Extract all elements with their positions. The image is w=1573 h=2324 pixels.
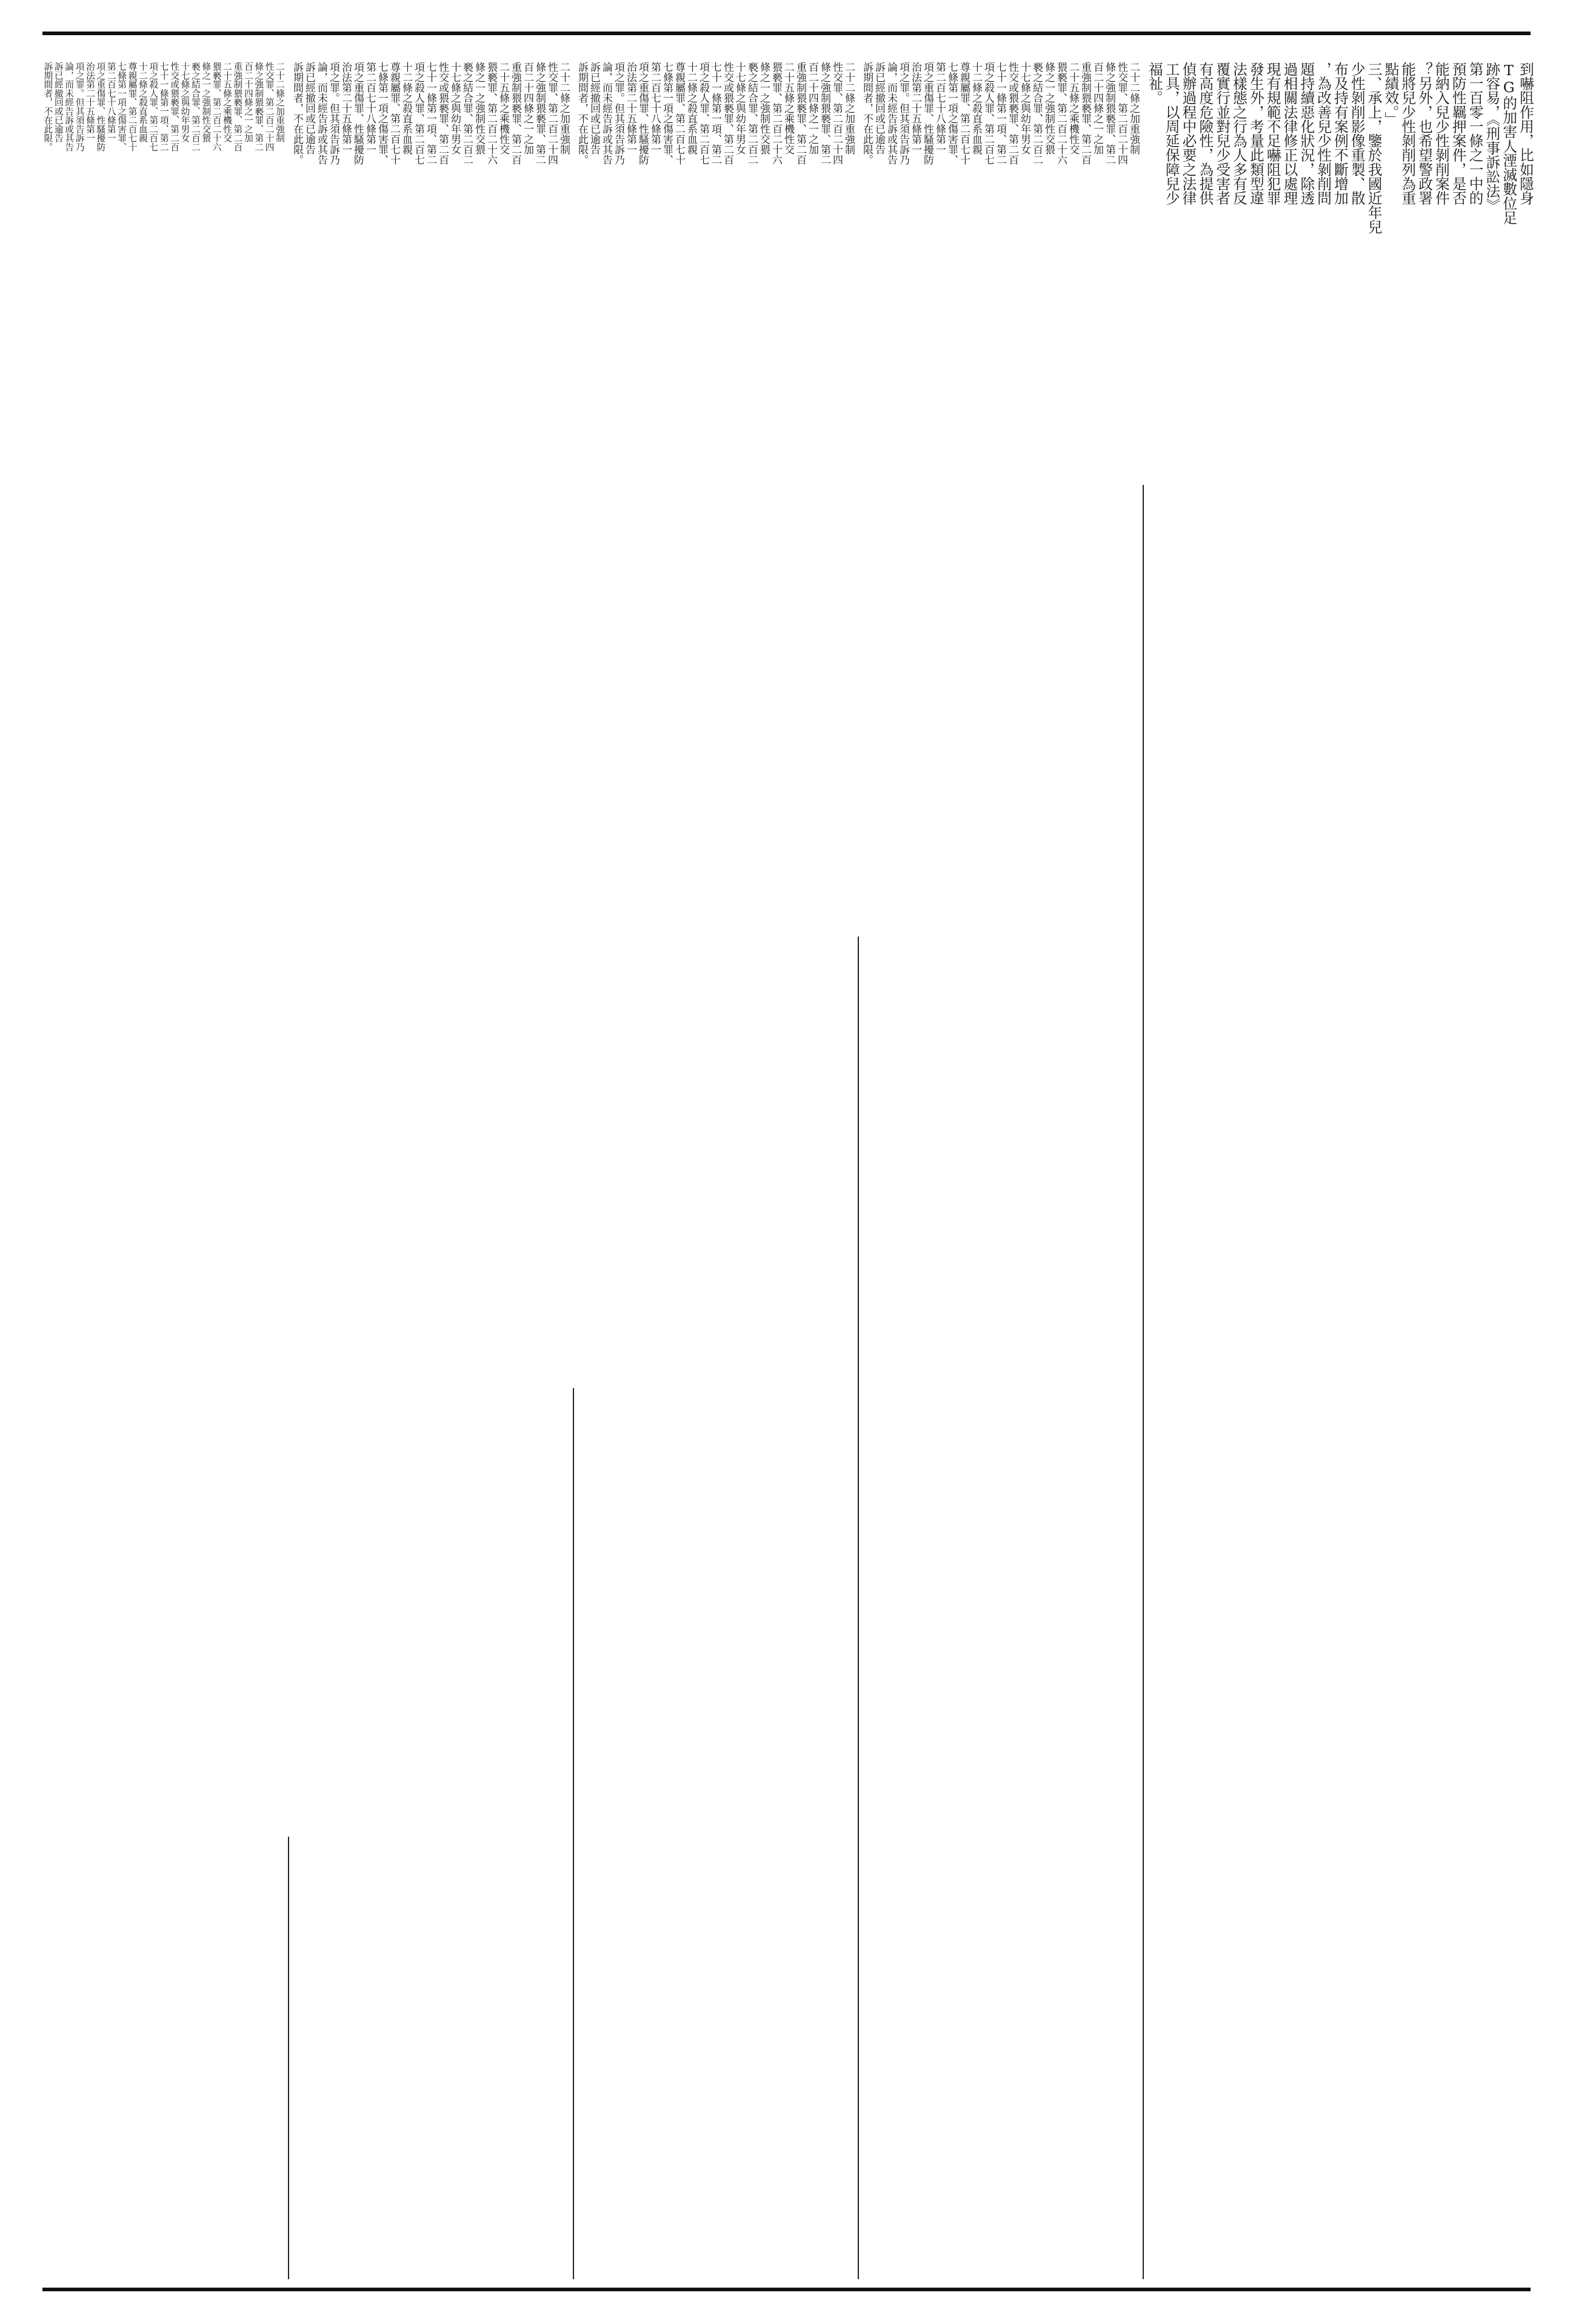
text-line: 點績效。」: [1382, 62, 1400, 127]
text-line: 訴已經撤回或已逾告: [588, 62, 600, 155]
text-line: 七條第一項之傷害罪、: [946, 62, 958, 165]
text-line: 重強制猥褻罪、第二百: [794, 62, 806, 165]
text-line: 預防性羈押案件，是否: [1449, 62, 1467, 205]
text-line: 七十一條第一項、第二: [994, 62, 1006, 165]
text-line: 治法第二十五條第一: [624, 62, 636, 155]
text-line: 到嚇阻作用，比如隱身: [1517, 62, 1534, 205]
text-section-statute-2: [576, 38, 855, 2280]
text-line: 七十一條第一項、第二: [709, 62, 721, 165]
text-line: 第一百零一條之一中的: [1466, 62, 1484, 205]
text-line: 題持續惡化狀況，除透: [1298, 62, 1315, 205]
text-line: 十七條之與幼年男女: [179, 62, 190, 143]
text-line: 性交罪、第二百二十四: [830, 62, 843, 165]
text-line: 條之一之強制性交猥: [758, 62, 770, 155]
text-line: ，為改善兒少性剝削問: [1315, 62, 1332, 205]
text-line: 訴期間者，不在此限。: [291, 62, 303, 165]
text-line: 二十五條之乘機性交: [1067, 62, 1079, 155]
bottom-rule: [42, 2288, 1531, 2291]
text-line: 項之殺人罪、第二百七: [412, 62, 424, 165]
text-line: 十二條之殺直系血親: [137, 62, 148, 143]
text-line: 第二百七十八條第一: [105, 62, 116, 143]
text-line: 褻之結合罪、第二百二: [746, 62, 758, 165]
text-line: 十二條之殺直系血親: [685, 62, 697, 155]
text-line: 項之殺人罪、第二百七: [148, 62, 159, 152]
text-section-statute-1: [861, 38, 1140, 2280]
text-line: 十七條之與幼年男女: [449, 62, 461, 155]
text-line: 七條第一項之傷害罪、: [116, 62, 127, 152]
text-line: 褻之結合罪、第二百二: [1030, 62, 1043, 165]
text-line: 第二百七十八條第一: [364, 62, 376, 155]
text-line: 項之罪。但其須告訴乃: [74, 62, 85, 152]
text-line: 項之殺人罪、第二百七: [697, 62, 709, 165]
text-line: 論，而未經告訴或其告: [600, 62, 612, 165]
text-line: 百二十四條之一之加: [1091, 62, 1103, 155]
text-line: 二十二條之加重強制: [275, 62, 285, 143]
text-line: 褻之結合罪、第二百二: [461, 62, 473, 165]
text-line: 跡容易，《刑事訴訟法》: [1483, 62, 1501, 213]
text-line: 項之重傷罪、性騷擾防: [921, 62, 933, 165]
text-line: 尊親屬罪、第二百七十: [958, 62, 970, 165]
text-line: 二十二條之加重強制: [843, 62, 855, 155]
text-line: 條之一之強制性交猥: [201, 62, 212, 143]
text-line: 訴已經撤回或已逾告: [53, 62, 64, 143]
text-line: 治法第二十五條第一: [84, 62, 95, 143]
text-line: 尊親屬罪、第二百七十: [673, 62, 685, 165]
text-line: 二十五條之乘機性交: [222, 62, 233, 143]
text-line: 性交或猥褻罪、第二百: [1006, 62, 1018, 165]
text-section-statute-3: [291, 38, 570, 2280]
text-line: 論，而未經告訴或其告: [64, 62, 75, 152]
text-line: 論，而未經告訴或其告: [315, 62, 327, 165]
text-line: 尊親屬罪、第二百七十: [127, 62, 138, 152]
text-line: 項之罪。但其須告訴乃: [897, 62, 909, 165]
text-line: 重強制猥褻罪、第二百: [1079, 62, 1091, 165]
text-line: 現有規範不足嚇阻犯罪: [1264, 62, 1281, 205]
text-line: 猥褻罪、第二百二十六: [1055, 62, 1067, 165]
section-divider: [1143, 485, 1144, 2279]
text-line: 性交罪、第二百二十四: [1115, 62, 1127, 165]
text-line: 布及持有案例不斷增加: [1331, 62, 1349, 205]
text-line: 重強制猥褻罪、第二百: [232, 62, 243, 152]
text-line: 性交或猥褻罪、第二百: [436, 62, 449, 165]
text-line: 百二十四條之一之加: [806, 62, 818, 155]
text-line: 法樣態之行為人多有反: [1230, 62, 1247, 205]
text-line: 能納入兒少性剝削案件: [1432, 62, 1450, 205]
text-line: 褻之結合罪、第二百二: [190, 62, 201, 152]
section-divider: [858, 937, 859, 2279]
text-line: 性交或猥褻罪、第二百: [721, 62, 733, 165]
text-line: 訴期間者，不在此限。: [861, 62, 873, 165]
text-line: 項之重傷罪、性騷擾防: [95, 62, 106, 152]
text-line: 七條第一項之傷害罪、: [661, 62, 673, 165]
text-line: 七十一條第一項、第二: [424, 62, 436, 165]
text-line: 猥褻罪、第二百二十六: [770, 62, 782, 165]
text-line: 項之重傷罪、性騷擾防: [352, 62, 364, 165]
text-line: 條之強制猥褻罪、第二: [1103, 62, 1115, 165]
text-line: 條之一之強制性交猥: [1043, 62, 1055, 155]
text-line: 條之強制猥褻罪、第二: [533, 62, 546, 165]
text-line: 性交罪、第二百二十四: [546, 62, 558, 165]
text-line: 十七條之與幼年男女: [1018, 62, 1030, 155]
text-line: 有高度危險性，為提供: [1197, 62, 1214, 205]
text-line: 訴已經撤回或已逾告: [873, 62, 885, 155]
text-line: 二十五條之乘機性交: [782, 62, 794, 155]
text-section-statute-4: [42, 38, 285, 2280]
text-line: 七條第一項之傷害罪、: [376, 62, 388, 165]
text-line: 偵辦過程中必要之法律: [1180, 62, 1197, 205]
text-line: 發生外，考量此類型違: [1247, 62, 1264, 205]
text-line: 猥褻罪、第二百二十六: [211, 62, 222, 152]
text-line: 過相關法律修正以處理: [1281, 62, 1298, 205]
text-line: 十二條之殺直系血親: [970, 62, 982, 155]
text-line: 百二十四條之一之加: [521, 62, 533, 155]
text-line: 項之重傷罪、性騷擾防: [636, 62, 649, 165]
text-line: 訴已經撤回或已逾告: [303, 62, 315, 155]
text-line: 條之強制猥褻罪、第二: [253, 62, 264, 152]
text-line: ？另外，也希望警政署: [1416, 62, 1434, 205]
text-line: 治法第二十五條第一: [909, 62, 921, 155]
text-line: 項之殺人罪、第二百七: [982, 62, 994, 165]
text-line: 條之強制猥褻罪、第二: [818, 62, 830, 165]
text-line: 項之罪。但其須告訴乃: [327, 62, 339, 165]
text-line: TG的加害人湮滅數位足: [1500, 62, 1518, 225]
text-line: 二十二條之加重強制: [1127, 62, 1140, 155]
text-line: 治法第二十五條第一: [339, 62, 352, 155]
text-line: 工具，以周延保障兒少: [1163, 62, 1180, 205]
text-line: 條之一之強制性交猥: [473, 62, 485, 155]
text-line: 重強制猥褻罪、第二百: [509, 62, 521, 165]
text-line: 三、承上，鑒於我國近年兒: [1365, 62, 1383, 234]
text-line: 二十二條之加重強制: [558, 62, 570, 155]
text-line: 百二十四條之一之加: [242, 62, 253, 143]
text-line: 能將兒少性剝削列為重: [1399, 62, 1417, 205]
section-divider: [573, 1388, 574, 2279]
text-line: 論，而未經告訴或其告: [885, 62, 897, 165]
section-divider: [288, 1837, 289, 2279]
text-line: 少性剝削影像重製、散: [1348, 62, 1366, 205]
text-line: 覆實行並對兒少受害者: [1214, 62, 1231, 205]
text-line: 訴期間者，不在此限。: [42, 62, 53, 152]
text-line: 第二百七十八條第一: [933, 62, 946, 155]
text-line: 猥褻罪、第二百二十六: [485, 62, 497, 165]
text-line: 七十一條第一項、第二: [158, 62, 169, 152]
text-line: 福祉。: [1146, 62, 1163, 105]
text-line: 十七條之與幼年男女: [733, 62, 746, 155]
text-line: 十二條之殺直系血親: [400, 62, 412, 155]
top-rule: [42, 32, 1531, 35]
text-section-commentary: [1146, 38, 1534, 2280]
text-line: 尊親屬罪、第二百七十: [388, 62, 400, 165]
text-line: 二十五條之乘機性交: [497, 62, 509, 155]
text-line: 性交或猥褻罪、第二百: [169, 62, 180, 152]
text-line: 訴期間者，不在此限。: [576, 62, 588, 165]
text-line: 性交罪、第二百二十四: [264, 62, 275, 152]
text-line: 項之罪。但其須告訴乃: [612, 62, 624, 165]
text-line: 第二百七十八條第一: [649, 62, 661, 155]
